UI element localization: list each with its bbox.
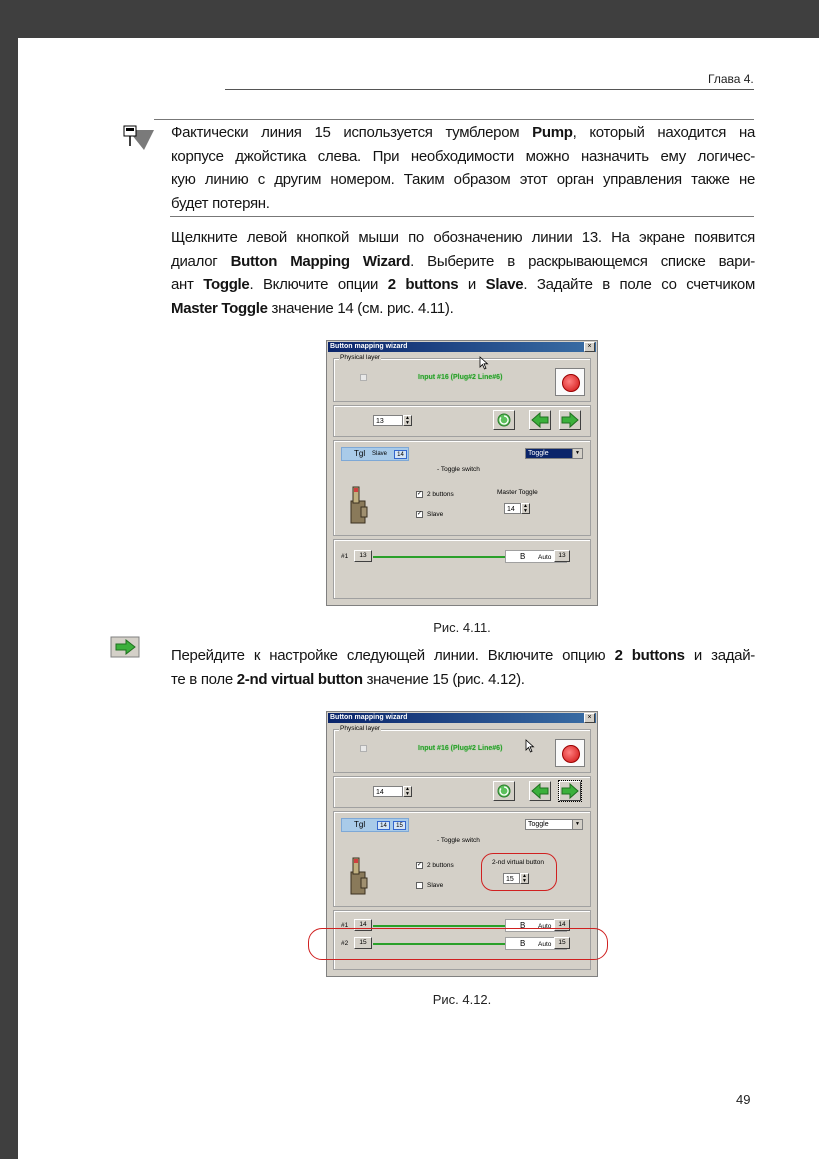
spin-arrows-icon[interactable]: ▲ ▼ [520,873,529,884]
note-line: кую линию с другим номером. Таким образом этот орган управления также не [171,171,755,188]
reset-button[interactable] [493,410,515,430]
chapter-header: Глава 4. [708,72,754,86]
two-buttons-checkbox[interactable] [416,862,423,869]
slave-label: Slave [372,451,388,457]
arrow-right-icon [560,782,580,800]
button-mapping-wizard-dialog-1 [326,340,598,606]
prev-line-button[interactable] [529,781,551,801]
chevron-down-icon: ▼ [572,449,582,458]
second-button-value: 15 [393,821,406,830]
line-select-group [333,776,591,808]
virtual-button-15[interactable]: 15 [354,937,372,949]
tgl-label: Tgl [354,449,366,458]
pin-note-icon [122,124,156,154]
next-line-button[interactable] [559,781,581,801]
disabled-checkbox[interactable] [360,745,367,752]
bold-term: Slave [485,276,524,293]
virtual-button-14[interactable]: 14 [354,919,372,931]
toggle-switch-icon [349,485,369,527]
mode-button[interactable] [341,447,409,461]
bold-term: Button Mapping Wizard [230,252,411,270]
input-text: Input #16 (Plug#2 Line#6) [418,374,503,381]
para1-line: ант Toggle. Включите опции 2 buttons и Slave. Задайте в поле со счетчиком [171,276,755,293]
para1-line: Щелкните левой кнопкой мыши по обозначению линии 13. На экране появится [171,229,755,246]
line-select-group [333,405,591,437]
output-letter: B [520,939,526,948]
disabled-checkbox[interactable] [360,374,367,381]
slave-option-label: Slave [427,511,444,518]
mode-button[interactable] [341,818,409,832]
output-letter: B [520,552,526,561]
green-mapping-line [373,556,505,558]
mouse-cursor-icon [525,739,535,753]
line-number-input[interactable]: 13 [373,415,403,426]
figure-caption-2: Рис. 4.12. [432,992,492,1007]
slave-checkbox[interactable] [416,882,423,889]
figure-caption-1: Рис. 4.11. [433,620,491,635]
check-icon: ✓ [417,862,423,868]
output-letter: B [520,921,526,930]
mode-description: - Toggle switch [437,837,480,844]
book-page [18,38,819,1159]
output-value-button[interactable]: 14 [554,919,570,931]
highlight-ellipse-rows [308,928,608,960]
master-toggle-label: Master Toggle [497,489,538,496]
arrow-left-icon [530,411,550,429]
mode-select-value: Toggle [528,450,549,457]
tgl-label: Tgl [354,820,366,829]
output-value-button[interactable]: 15 [554,937,570,949]
physical-layer-label: Physical layer [340,354,381,361]
check-icon: ✓ [417,491,423,497]
chevron-down-icon: ▼ [572,820,582,829]
bold-term: Pump [532,124,573,141]
virtual-buttons-group [333,539,591,599]
spin-arrows-icon[interactable]: ▲ ▼ [403,786,412,797]
reset-button[interactable] [493,781,515,801]
arrow-left-icon [530,782,550,800]
para1-line: Master Toggle значение 14 (см. рис. 4.11). [171,299,454,317]
mode-select[interactable] [525,448,583,459]
slave-option-label: Slave [427,882,444,889]
output-value-button[interactable]: 13 [554,550,570,562]
virtual-button-13[interactable]: 13 [354,550,372,562]
note-rule-top [154,119,754,120]
master-toggle-input[interactable]: 14 [504,503,521,514]
refresh-icon [494,411,514,429]
note-text [171,121,755,215]
row-number: #1 [341,553,349,560]
mode-description: - Toggle switch [437,466,480,473]
second-virtual-button-label: 2-nd virtual button [492,859,545,866]
row-number: #1 [341,922,349,929]
physical-layer-label: Physical layer [340,725,381,732]
close-button[interactable]: × [584,713,595,723]
instruction-paragraph-2 [171,644,755,691]
note-line: корпусе джойстика слева. При необходимости можно назначить ему логичес- [171,147,755,165]
green-arrow-icon [110,636,140,658]
note-line: будет потерян. [171,194,270,212]
two-buttons-label: 2 buttons [427,491,454,498]
line-number-input[interactable]: 14 [373,786,403,797]
refresh-icon [494,782,514,800]
para2-line: те в поле 2-nd virtual button значение 15 (рис. 4.12). [171,670,525,688]
header-rule [225,89,754,90]
two-buttons-checkbox[interactable] [416,491,423,498]
dialog-title: Button mapping wizard [328,713,596,723]
record-button[interactable] [555,368,585,396]
auto-label: Auto [538,554,552,561]
slave-value: 14 [394,450,407,459]
input-text: Input #16 (Plug#2 Line#6) [418,745,503,752]
red-circle-icon [562,745,580,763]
bold-term: 2 buttons [614,647,685,664]
note-line: Фактически линия 15 используется тумблером Pump, который находится на [171,124,755,141]
spin-arrows-icon[interactable]: ▲ ▼ [403,415,412,426]
record-button[interactable] [555,739,585,767]
instruction-paragraph-1 [171,226,755,320]
bold-term: Toggle [203,276,250,293]
page-number: 49 [736,1092,751,1107]
auto-label: Auto [538,923,552,930]
para2-line: Перейдите к настройке следующей линии. Включите опцию 2 buttons и задай- [171,647,755,664]
close-button[interactable]: × [584,342,595,352]
bold-term: Master Toggle [171,299,268,317]
para1-line: диалог Button Mapping Wizard. Выберите в раскрывающемся списке вари- [171,252,756,270]
red-circle-icon [562,374,580,392]
slave-checkbox[interactable] [416,511,423,518]
two-buttons-label: 2 buttons [427,862,454,869]
bold-term: 2-nd virtual button [236,670,363,688]
mouse-cursor-icon [479,356,489,370]
prev-line-button[interactable] [529,410,551,430]
arrow-right-icon [560,411,580,429]
mode-select-value: Toggle [528,821,549,828]
mode-select[interactable] [525,819,583,830]
check-icon: ✓ [417,511,423,517]
toggle-switch-icon [349,856,369,898]
next-line-button[interactable] [559,410,581,430]
first-button-value: 14 [377,821,390,830]
green-mapping-line [373,925,505,927]
row-number: #2 [341,940,349,947]
note-rule-bottom [170,216,754,217]
bold-term: 2 buttons [387,276,459,293]
second-virtual-button-input[interactable]: 15 [503,873,520,884]
auto-label: Auto [538,941,552,948]
spin-arrows-icon[interactable]: ▲ ▼ [521,503,530,514]
dialog-title: Button mapping wizard [328,342,596,352]
